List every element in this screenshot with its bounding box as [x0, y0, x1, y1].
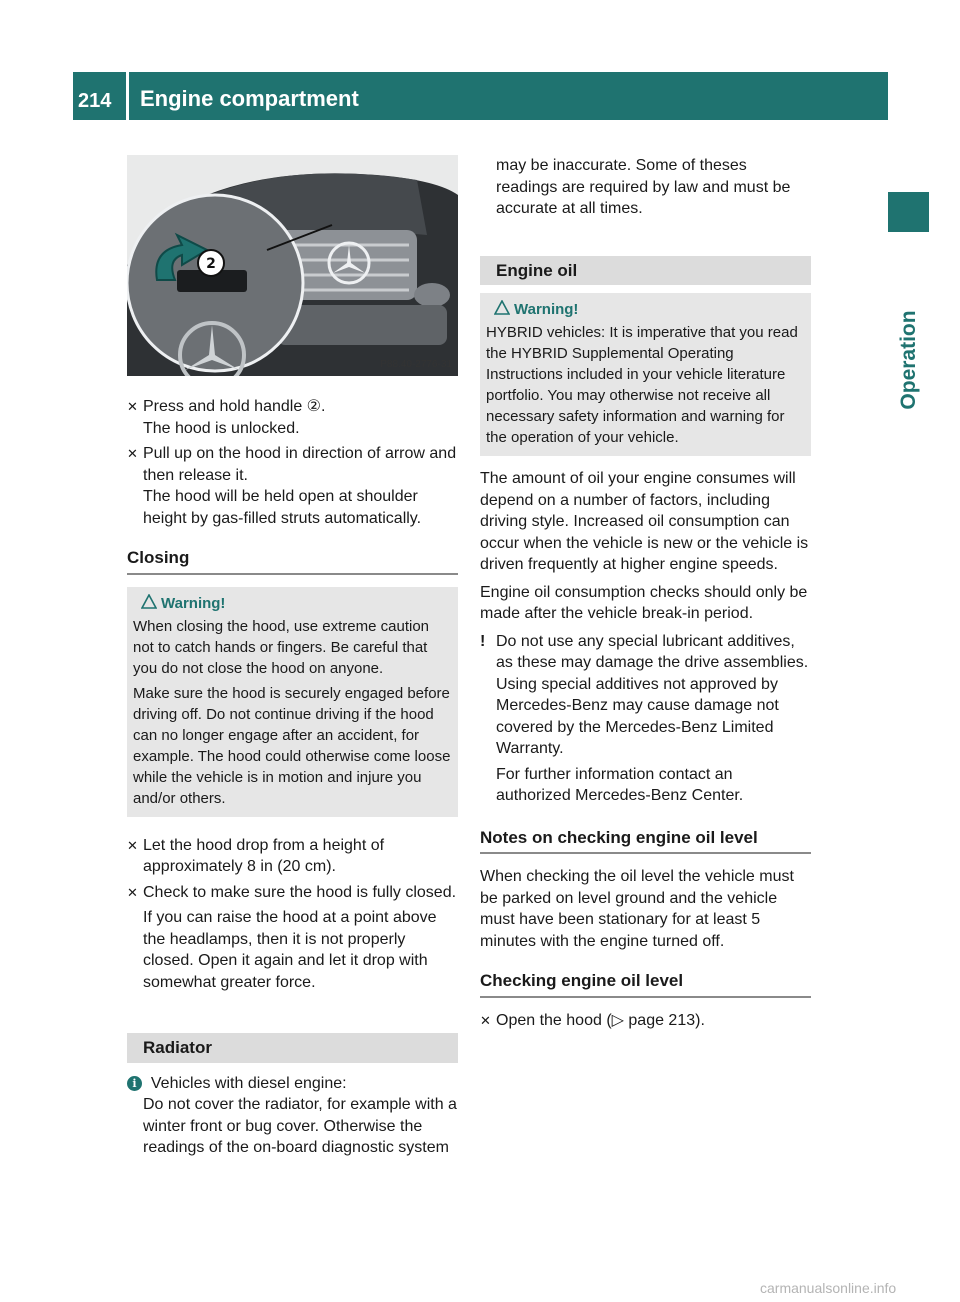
callout-number: 2 — [206, 256, 216, 272]
warning-paragraph: When closing the hood, use extreme caution not to catch hands or fingers. Be careful that you do not close the hood on anyone. — [133, 617, 430, 677]
radiator-info — [127, 1073, 458, 1159]
hood-release-figure — [127, 155, 458, 376]
caution-icon: ! — [480, 632, 486, 650]
warning-paragraph: Make sure the hood is securely engaged before driving off. Do not continue driving if the hood can no longer engage after an accident, for example. The hood could otherwise come loose while the vehicle is in motion and injure you and/or others. — [133, 684, 451, 807]
step-text: Open the hood (▷ page 213). — [496, 1011, 705, 1029]
checking-heading: Checking engine oil level — [480, 970, 811, 998]
step-let-hood-drop — [127, 835, 458, 878]
step-text: Press and hold handle ②. — [143, 398, 326, 415]
page-number: 214 — [78, 90, 112, 112]
warning-title — [133, 593, 452, 614]
caution-note — [480, 631, 811, 807]
info-title: Vehicles with diesel engine: — [150, 1074, 347, 1092]
header-separator — [126, 72, 129, 120]
step-text: Check to make sure the hood is fully closed. — [143, 883, 457, 901]
engine-oil-heading: Engine oil — [480, 256, 811, 286]
info-icon: i — [127, 1076, 142, 1091]
oil-consumption-paragraph: The amount of oil your engine consumes will depend on a number of factors, including driving style. Increased oil consumption can occur when the vehicle is new or the vehicle is driven frequently at higher engine speeds. — [480, 470, 809, 573]
side-tab — [888, 240, 929, 480]
notes-heading: Notes on checking engine oil level — [480, 827, 811, 855]
step-press-handle — [127, 396, 458, 439]
caution-text: Do not use any special lubricant additives, as these may damage the drive assemblies. Using special additives not approved by Mercedes-Benz may cause damage not covered by the Mercedes-Benz Limited Warranty. — [496, 632, 809, 757]
car-front-illustration — [127, 155, 458, 376]
step-text: Let the hood drop from a height of approximately 8 in (20 cm). — [143, 836, 385, 875]
break-in-paragraph: Engine oil consumption checks should only be made after the vehicle break-in period. — [480, 583, 808, 622]
left-column — [127, 396, 458, 1159]
closing-heading: Closing — [127, 547, 458, 575]
side-tab-marker — [888, 192, 929, 232]
step-text: Pull up on the hood in direction of arrow and then release it. — [143, 445, 457, 484]
right-column — [480, 155, 811, 1035]
caution-text: For further information contact an authorized Mercedes-Benz Center. — [496, 765, 744, 804]
step-pull-hood — [127, 443, 458, 529]
side-tab-label: Operation — [896, 310, 920, 410]
figure-caption: P88.40-2776-31 — [380, 359, 452, 370]
warning-paragraph: HYBRID vehicles: It is imperative that you read the HYBRID Supplemental Operating Instructions included in your vehicle literature portfolio. You may otherwise not receive all necessary safety information and warning for the operation of your vehicle. — [486, 324, 798, 446]
step-result: The hood is unlocked. — [143, 419, 300, 437]
warning-triangle-icon — [141, 594, 157, 609]
step-arrow-icon: ✕ — [127, 884, 138, 900]
hybrid-warning-box — [480, 293, 811, 456]
step-result: If you can raise the hood at a point above the headlamps, then it is not properly closed. Open it again and let it drop with somewhat greater force. — [143, 909, 437, 991]
section-title: Engine compartment — [140, 86, 359, 111]
warning-title-text: Warning! — [514, 301, 579, 318]
radiator-continued: may be inaccurate. Some of theses readings are required by law and must be accurate at all times. — [496, 157, 791, 217]
warning-title — [486, 299, 805, 320]
step-arrow-icon: ✕ — [127, 837, 138, 853]
step-arrow-icon: ✕ — [127, 399, 138, 414]
notes-paragraph: When checking the oil level the vehicle must be parked on level ground and the vehicle must have been stationary for at least 5 minutes with the engine turned off. — [480, 868, 794, 950]
closing-warning-box — [127, 587, 458, 817]
step-check-closed — [127, 882, 458, 994]
info-text: Do not cover the radiator, for example with a winter front or bug cover. Otherwise the readings of the on-board diagnostic system — [143, 1096, 457, 1156]
step-open-hood — [480, 1010, 811, 1032]
step-arrow-icon: ✕ — [127, 446, 138, 461]
warning-triangle-icon — [494, 300, 510, 315]
watermark: carmanualsonline.info — [760, 1280, 897, 1296]
warning-title-text: Warning! — [161, 594, 226, 612]
radiator-heading: Radiator — [127, 1033, 458, 1063]
step-arrow-icon: ✕ — [480, 1012, 491, 1028]
step-result: The hood will be held open at shoulder height by gas-filled struts automatically. — [143, 488, 422, 527]
